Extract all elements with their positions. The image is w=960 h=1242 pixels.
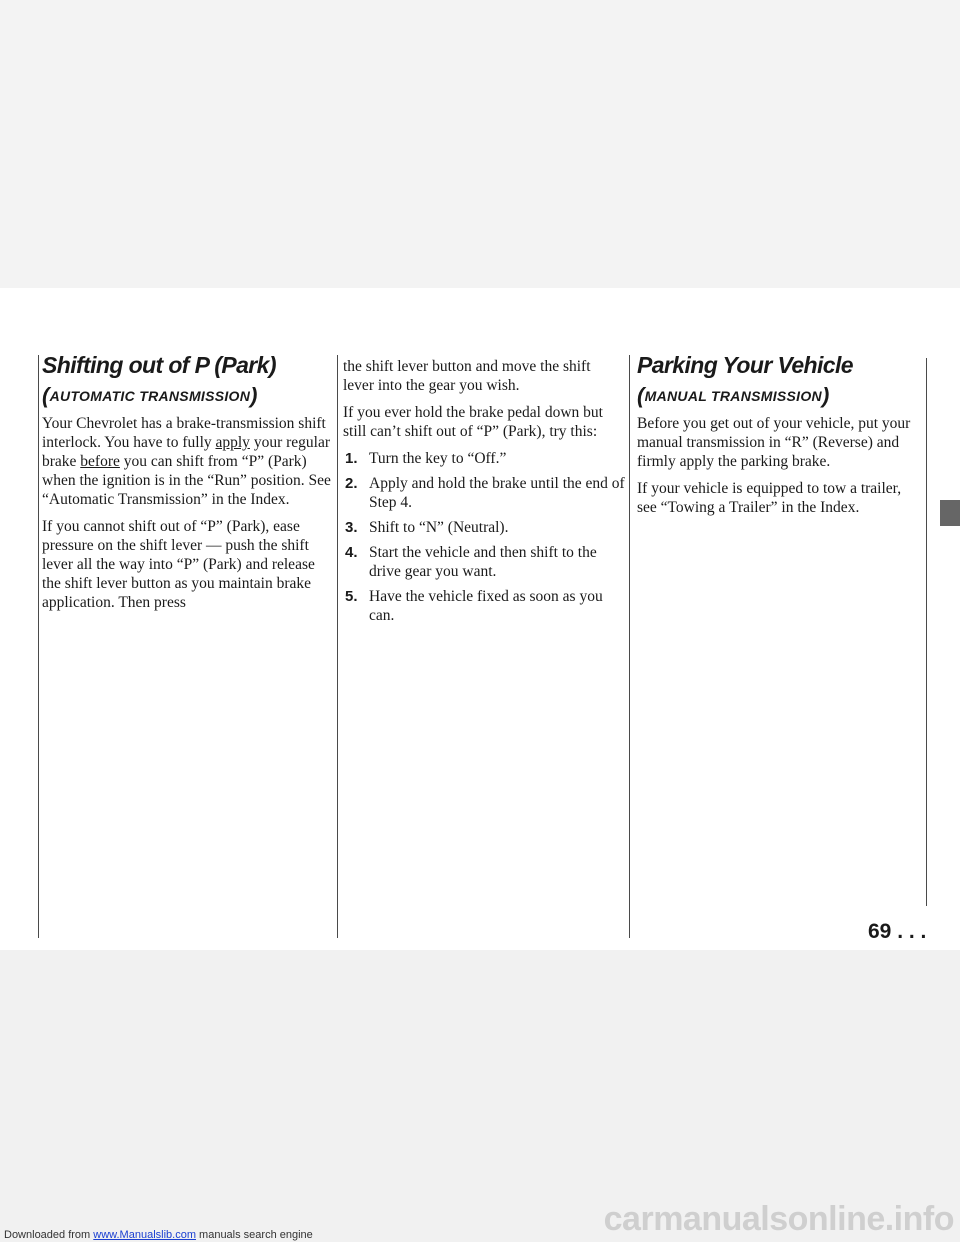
step-text: Apply and hold the brake until the end of Step 4. <box>369 475 625 511</box>
step-number: 1. <box>345 450 358 467</box>
underlined-before: before <box>80 453 120 470</box>
list-item <box>343 518 625 537</box>
open-paren: ( <box>42 383 50 408</box>
paragraph-continued: the shift lever button and move the shift lever into the gear you wish. <box>343 358 591 394</box>
step-number: 4. <box>345 544 358 561</box>
column-shifting-out-of-park <box>42 352 332 620</box>
column-rule-far-right <box>926 358 927 906</box>
close-paren: ) <box>821 383 830 408</box>
column-rule-right-a <box>629 355 630 938</box>
column-parking-your-vehicle <box>637 352 922 525</box>
column-rule-left <box>38 355 39 938</box>
page-number: 69 . . . <box>868 920 927 943</box>
paragraph-before-you-get-out: Before you get out of your vehicle, put your manual transmission in “R” (Reverse) and firmly apply the parking brake. <box>637 415 911 470</box>
text-segment: you can shift from “P” (Park) when the ignition is in the “Run” position. See “Automatic Transmission” in the Index. <box>42 453 331 508</box>
subheading-text: MANUAL TRANSMISSION <box>644 388 822 404</box>
underlined-apply: apply <box>215 434 250 451</box>
list-item <box>343 587 625 625</box>
list-item <box>343 474 625 512</box>
step-text: Start the vehicle and then shift to the drive gear you want. <box>369 544 597 580</box>
column-rule-middle <box>337 355 338 938</box>
text-segment: your regular brake <box>42 434 330 470</box>
step-number: 5. <box>345 588 358 605</box>
steps-list <box>343 449 625 625</box>
section-thumb-tab <box>940 500 960 526</box>
section-heading-shifting: Shifting out of P (Park) <box>42 352 276 378</box>
subheading-automatic-transmission <box>42 384 332 408</box>
section-heading-parking: Parking Your Vehicle <box>637 352 853 378</box>
step-number: 2. <box>345 475 358 492</box>
open-paren: ( <box>637 383 645 408</box>
subheading-text: AUTOMATIC TRANSMISSION <box>49 388 251 404</box>
bottom-margin-band <box>0 950 960 1242</box>
download-banner <box>4 1229 313 1242</box>
paragraph-towing: If your vehicle is equipped to tow a trailer, see “Towing a Trailer” in the Index. <box>637 480 902 516</box>
step-text: Have the vehicle fixed as soon as you can. <box>369 588 603 624</box>
banner-suffix: manuals search engine <box>195 1229 313 1241</box>
manualslib-link[interactable]: www.Manualslib.com <box>93 1229 196 1241</box>
top-margin-band <box>0 0 960 288</box>
watermark-text: carmanualsonline.info <box>603 1200 954 1238</box>
step-text: Shift to “N” (Neutral). <box>369 519 509 536</box>
list-item <box>343 449 625 468</box>
subheading-manual-transmission <box>637 384 922 408</box>
close-paren: ) <box>250 383 258 408</box>
step-text: Turn the key to “Off.” <box>369 450 507 467</box>
banner-prefix: Downloaded from <box>4 1229 94 1241</box>
list-item <box>343 543 625 581</box>
paragraph-try-this: If you ever hold the brake pedal down but still can’t shift out of “P” (Park), try this: <box>343 404 603 440</box>
paragraph-interlock <box>42 414 332 509</box>
text-segment: Your Chevrolet has a brake-transmission shift interlock. You have to fully <box>42 415 326 451</box>
column-shifting-continued <box>343 357 625 631</box>
paragraph-cannot-shift: If you cannot shift out of “P” (Park), ease pressure on the shift lever — push the shift lever all the way into “P” (Park) and release the shift lever button as you maintain brake application. Then press <box>42 518 315 611</box>
step-number: 3. <box>345 519 358 536</box>
